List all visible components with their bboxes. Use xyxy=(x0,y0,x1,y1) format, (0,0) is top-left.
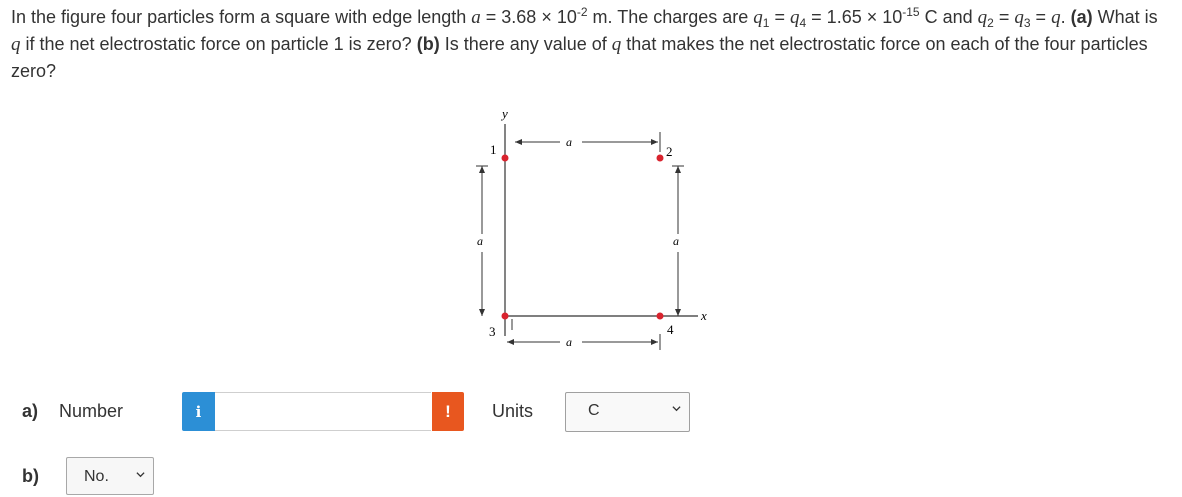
part-b-label: b) xyxy=(22,466,39,486)
info-icon[interactable]: i xyxy=(182,392,215,431)
number-answer-input[interactable] xyxy=(215,392,431,431)
question-text: In the figure four particles form a square with edge length $a = 3.68 \times 10^{-2}$ m. The charges are $q_1 = q_4 = 1.65 \times 10^{-15}$ C and $q_2 = q_3 = q$. (a) What is q if the net electrostatic force on particle 1 is zero? (b) Is there any value of q that makes the net electrostatic force on each of the four particles zero? xyxy=(11,5,1158,81)
part-a-marker: (a) xyxy=(1070,7,1093,27)
square-particles-figure xyxy=(460,104,730,354)
top-dim-arrow-left xyxy=(515,139,522,145)
right-dim-arrow-bottom xyxy=(675,309,681,316)
particle-1 xyxy=(502,155,509,162)
particle-3-label: 3 xyxy=(489,324,496,339)
particle-2-label: 2 xyxy=(666,144,673,159)
right-edge-label: a xyxy=(673,234,679,248)
top-edge-label: a xyxy=(566,135,572,149)
bottom-dim-arrow-left xyxy=(507,339,514,345)
left-dim-arrow-top xyxy=(479,166,485,173)
y-axis-label: y xyxy=(502,106,508,121)
part-b-marker: (b) xyxy=(416,34,440,54)
units-label: Units xyxy=(492,401,534,421)
particle-2 xyxy=(657,155,664,162)
units-select[interactable] xyxy=(565,392,690,432)
left-dim-arrow-bottom xyxy=(479,309,485,316)
units-select-value: C xyxy=(588,402,600,419)
number-type-label: Number xyxy=(59,401,124,421)
answer-row-a xyxy=(22,392,702,432)
figure-svg xyxy=(460,104,730,354)
left-edge-label: a xyxy=(477,234,483,248)
warning-icon[interactable]: ! xyxy=(432,392,464,431)
chevron-down-icon xyxy=(136,470,145,479)
x-axis-label: x xyxy=(701,308,707,323)
yes-no-select-value: No. xyxy=(84,468,109,485)
right-dim-arrow-top xyxy=(675,166,681,173)
particle-1-label: 1 xyxy=(490,142,497,157)
bottom-dim-arrow-right xyxy=(651,339,658,345)
particle-3 xyxy=(502,313,509,320)
yes-no-select[interactable] xyxy=(66,457,154,495)
bottom-edge-label: a xyxy=(566,335,572,349)
particle-4-label: 4 xyxy=(667,322,674,337)
answer-row-b xyxy=(22,455,222,495)
top-dim-arrow-right xyxy=(651,139,658,145)
part-a-label: a) xyxy=(22,401,39,421)
particle-4 xyxy=(657,313,664,320)
chevron-down-icon xyxy=(672,404,681,413)
